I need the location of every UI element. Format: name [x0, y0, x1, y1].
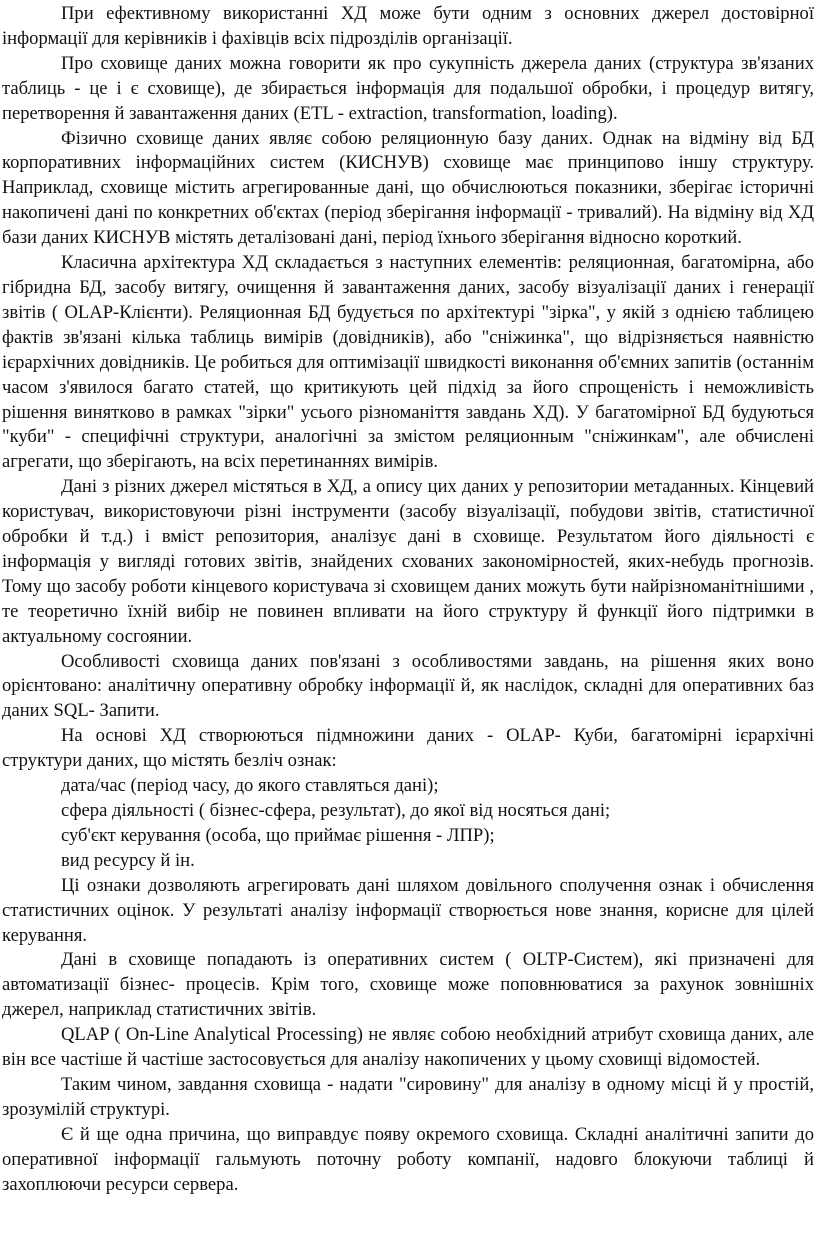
list-item: суб'єкт керування (особа, що приймає рішення - ЛПР);	[61, 824, 495, 846]
paragraph: Таким чином, завдання сховища - надати "сировину" для аналізу в одному місці й у простій, зрозумілій структурі.	[2, 1073, 814, 1120]
list-item: дата/час (період часу, до якого ставляться дані);	[61, 775, 439, 797]
paragraph: Про сховище даних можна говорити як про сукупність джерела даних (структура зв'язаних таблиць - це і є сховище), де збирається інформація для подальшої обробки, і процедур витягу, перетворення й завантаження даних (ETL - extraction, transformation, loading).	[2, 52, 814, 124]
paragraph: Є й ще одна причина, що виправдує появу окремого сховища. Складні аналітичні запити до оперативної інформації гальмують поточну роботу компанії, надовго блокуючи таблиці й захоплюючи ресурси сервера.	[2, 1123, 814, 1195]
paragraph: На основі ХД створюються підмножини даних - OLAP- Куби, багатомірні ієрархічні структури даних, що містять безліч ознак:	[2, 725, 814, 772]
paragraph: QLAP ( On-Line Analytical Processing) не являє собою необхідний атрибут сховища даних, але він все частіше й частіше застосовується для аналізу накопичених у цьому сховищі відомостей.	[2, 1024, 814, 1071]
paragraph: Дані в сховище попадають із оперативних систем ( OLTP-Систем), які призначені для автоматизації бізнес- процесів. Крім того, сховище може поповнюватися за рахунок зовнішніх джерел, наприклад статистичних звітів.	[2, 949, 814, 1021]
list-item: вид ресурсу й ін.	[61, 849, 195, 871]
paragraph: Фізично сховище даних являє собою реляционную базу даних. Однак на відміну від БД корпоративних інформаційних систем (КИСНУВ) сховище має принципово іншу структуру. Наприклад, сховище містить агрегированные дані, що обчислюються показники, зберігає історичні накопичені дані по конкретних об'єктах (період зберігання інформації - тривалий). На відміну від ХД бази даних КИСНУВ містять деталізовані дані, період їхнього зберігання відносно короткий.	[2, 127, 814, 249]
list-item: сфера діяльності ( бізнес-сфера, результат), до якої від носяться дані;	[61, 800, 611, 821]
paragraph: Ці ознаки дозволяють агрегировать дані шляхом довільного сполучення ознак і обчислення статистичних оцінок. У результаті аналізу інформації створюється нове знання, корисне для цілей керування.	[2, 874, 814, 946]
paragraph: При ефективному використанні ХД може бути одним з основних джерел достовірної інформації для керівників і фахівців всіх підрозділів організації.	[2, 3, 814, 49]
paragraph: Особливості сховища даних пов'язані з особливостями завдань, на рішення яких воно орієнтовано: аналітичну оперативну обробку інформації й, як наслідок, складні для оперативних баз даних SQL- Запити.	[2, 650, 814, 722]
paragraph: Дані з різних джерел містяться в ХД, а опису цих даних у репозитории метаданных. Кінцевий користувач, використовуючи різні інструменти (засобу візуалізації, побудови звітів, статистичної обробки й т.д.) і вміст репозитория, аналізує дані в сховище. Результатом його діяльності є інформація у вигляді готових звітів, знайдених схованих закономірностей, яких-небудь прогнозів. Тому що засобу роботи кінцевого користувача зі сховищем даних можуть бути найрізноманітнішими , те теоретично їхній вибір не повинен впливати на його структуру й функції його підтримки в актуальному сосгоянии.	[2, 476, 814, 647]
paragraph: Класична архітектура ХД складається з наступних елементів: реляционная, багатомірна, або гібридна БД, засобу витягу, очищення й завантаження даних, засобу візуалізації даних і генерації звітів ( OLAP-Клієнти). Реляционная БД будується по архітектурі "зірка", у якій з однією таблицею фактів зв'язані кілька таблиць вимірів (довідників), або "сніжинка", що відрізняється наявністю ієрархічних довідників. Це робиться для оптимізації швидкості виконання об'ємних запитів (останнім часом з'явилося багато статей, що критикують цей підхід за його спрощеність і неможливість рішення винятково в рамках "зірки" усього різноманіття завдань ХД). У багатомірної БД будуються "куби" - специфічні структури, аналогічні за змістом реляционным "сніжинкам", але обчислені агрегати, що зберігають, на всіх перетинаннях вимірів.	[2, 252, 814, 473]
